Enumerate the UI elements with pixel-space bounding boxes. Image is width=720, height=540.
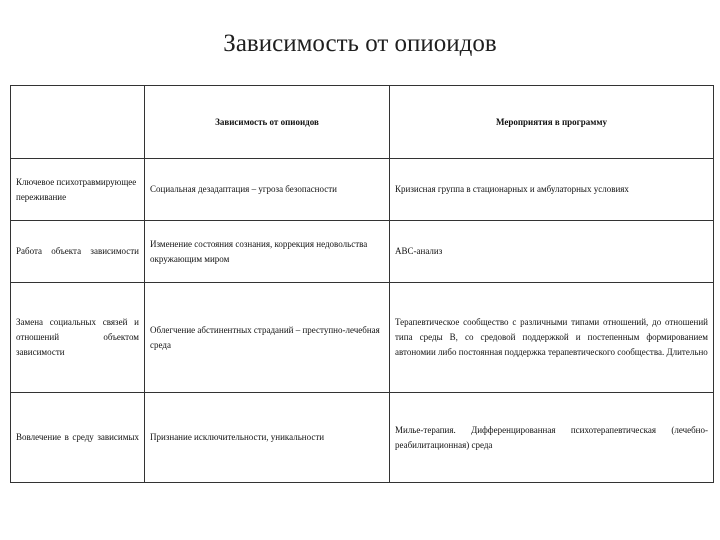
table-row xyxy=(11,221,714,283)
table-cell: Облегчение абстинентных страданий – преступно-лечебная среда xyxy=(145,283,390,393)
program-table xyxy=(10,85,714,483)
header-cell-measures: Мероприятия в программу xyxy=(390,86,714,159)
table-cell: Признание исключительности, уникальности xyxy=(145,393,390,483)
table-cell: Ключевое психотравмирующее переживание xyxy=(11,159,145,221)
table-row xyxy=(11,283,714,393)
page-title: Зависимость от опиоидов xyxy=(223,30,497,57)
table-cell: Кризисная группа в стационарных и амбулаторных условиях xyxy=(390,159,714,221)
header-cell-empty xyxy=(11,86,145,159)
table-row xyxy=(11,159,714,221)
table-header-row xyxy=(11,86,714,159)
table-cell: Изменение состояния сознания, коррекция недовольства окружающим миром xyxy=(145,221,390,283)
table-cell: Работа объекта зависимости xyxy=(11,221,145,283)
table-cell: Терапевтическое сообщество с различными типами отношений, до отношений типа среды B, со средовой поддержкой и постепенным формированием автономии либо постоянная поддержка терапевтического сообщества. Длительно xyxy=(390,283,714,393)
table-cell: ABC-анализ xyxy=(390,221,714,283)
table-cell: Вовлечение в среду зависимых xyxy=(11,393,145,483)
table-cell: Милье-терапия. Дифференцированная психотерапевтическая (лечебно-реабилитационная) среда xyxy=(390,393,714,483)
table-row xyxy=(11,393,714,483)
table-cell: Социальная дезадаптация – угроза безопасности xyxy=(145,159,390,221)
table-cell: Замена социальных связей и отношений объектом зависимости xyxy=(11,283,145,393)
header-cell-dependence: Зависимость от опиоидов xyxy=(145,86,390,159)
